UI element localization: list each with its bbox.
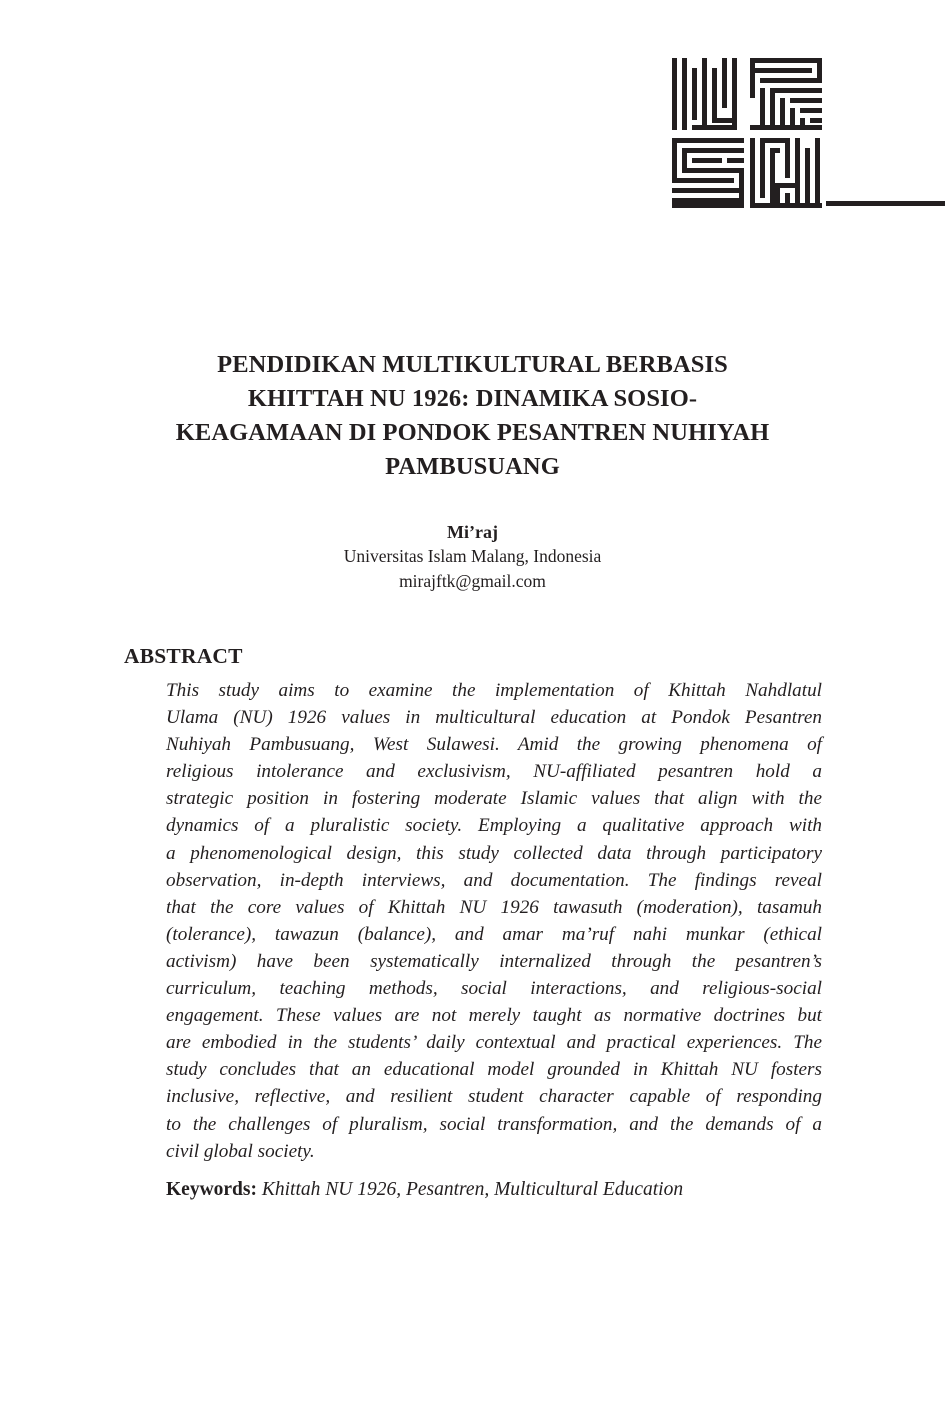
abstract-line: curriculum, teaching methods, social interactions, and religious-social bbox=[166, 978, 822, 1000]
abstract-line: study concludes that an educational model grounded in Khittah NU fosters bbox=[166, 1059, 822, 1081]
author-affiliation: Universitas Islam Malang, Indonesia bbox=[343, 546, 602, 566]
abstract-line: inclusive, reflective, and resilient student character capable of responding bbox=[166, 1086, 822, 1108]
title-line: PAMBUSUANG bbox=[385, 453, 560, 480]
author-name: Mi’raj bbox=[447, 522, 498, 542]
abstract-line: Ulama (NU) 1926 values in multicultural education at Pondok Pesantren bbox=[166, 707, 822, 729]
keywords-label: Keywords: bbox=[166, 1179, 257, 1200]
author-block bbox=[200, 520, 745, 594]
paper-title bbox=[110, 348, 835, 484]
title-line: KEAGAMAAN DI PONDOK PESANTREN NUHIYAH bbox=[175, 419, 770, 446]
abstract-line: Nuhiyah Pambusuang, West Sulawesi. Amid the growing phenomena of bbox=[166, 734, 822, 756]
header-rule bbox=[826, 201, 945, 206]
abstract-body bbox=[166, 677, 822, 1165]
abstract-line: to the challenges of pluralism, social transformation, and the demands of a bbox=[166, 1113, 822, 1135]
abstract-line: a phenomenological design, this study collected data through participatory bbox=[166, 842, 822, 864]
keywords bbox=[166, 1176, 683, 1203]
title-line: PENDIDIKAN MULTIKULTURAL BERBASIS bbox=[217, 351, 728, 378]
abstract-line: religious intolerance and exclusivism, NU-affiliated pesantren hold a bbox=[166, 761, 822, 783]
abstract-line: activism) have been systematically internalized through the pesantren’s bbox=[166, 950, 822, 972]
author-email: mirajftk@gmail.com bbox=[399, 571, 546, 591]
title-line: KHITTAH NU 1926: DINAMIKA SOSIO- bbox=[247, 385, 698, 412]
abstract-line: engagement. These values are not merely taught as normative doctrines but bbox=[166, 1005, 822, 1027]
abstract-line: are embodied in the students’ daily contextual and practical experiences. The bbox=[166, 1032, 822, 1054]
abstract-line: that the core values of Khittah NU 1926 tawasuth (moderation), tasamuh bbox=[166, 896, 822, 918]
abstract-line: (tolerance), tawazun (balance), and amar ma’ruf nahi munkar (ethical bbox=[166, 923, 822, 945]
abstract-line: This study aims to examine the implementation of Khittah Nahdlatul bbox=[166, 680, 822, 701]
abstract-line: observation, in-depth interviews, and documentation. The findings reveal bbox=[166, 869, 822, 891]
keywords-values: Khittah NU 1926, Pesantren, Multicultural Education bbox=[261, 1179, 684, 1200]
journal-logo bbox=[672, 58, 822, 208]
abstract-heading: ABSTRACT bbox=[124, 644, 243, 668]
abstract-line: civil global society. bbox=[166, 1140, 315, 1162]
abstract-line: strategic position in fostering moderate Islamic values that align with the bbox=[166, 788, 822, 810]
abstract-line: dynamics of a pluralistic society. Employing a qualitative approach with bbox=[166, 815, 822, 837]
